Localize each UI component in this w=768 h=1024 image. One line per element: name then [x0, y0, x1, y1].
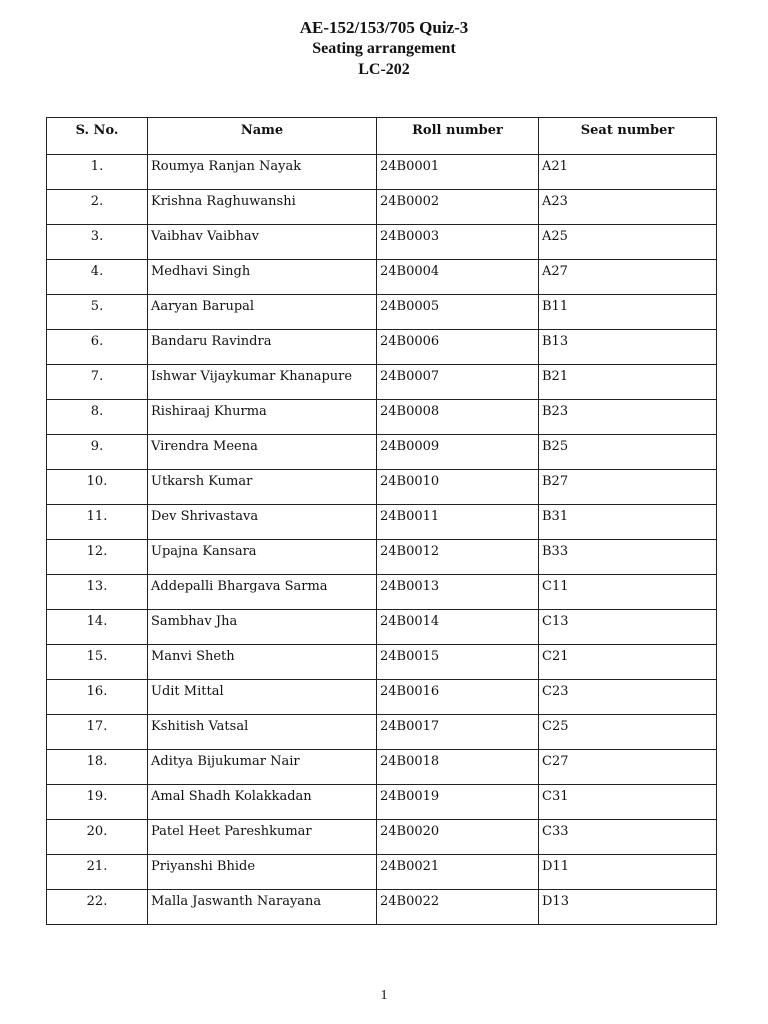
column-header-seat: Seat number — [539, 118, 717, 155]
cell-serial-number: 12. — [47, 540, 148, 575]
cell-serial-number: 21. — [47, 855, 148, 890]
cell-serial-number: 11. — [47, 505, 148, 540]
document-subtitle: Seating arrangement — [312, 40, 456, 57]
cell-serial-number: 15. — [47, 645, 148, 680]
cell-seat-number: B31 — [539, 505, 717, 540]
document-header — [0, 17, 768, 80]
table-row — [47, 470, 717, 505]
cell-student-name: Utkarsh Kumar — [148, 470, 377, 505]
cell-student-name: Ishwar Vijaykumar Khanapure — [148, 365, 377, 400]
cell-seat-number: B23 — [539, 400, 717, 435]
cell-student-name: Virendra Meena — [148, 435, 377, 470]
table-row — [47, 295, 717, 330]
table-row — [47, 365, 717, 400]
cell-roll-number: 24B0017 — [377, 715, 539, 750]
table-row — [47, 680, 717, 715]
cell-roll-number: 24B0014 — [377, 610, 539, 645]
cell-student-name: Patel Heet Pareshkumar — [148, 820, 377, 855]
cell-roll-number: 24B0021 — [377, 855, 539, 890]
cell-seat-number: B27 — [539, 470, 717, 505]
cell-student-name: Rishiraaj Khurma — [148, 400, 377, 435]
cell-seat-number: B33 — [539, 540, 717, 575]
cell-roll-number: 24B0015 — [377, 645, 539, 680]
cell-seat-number: B25 — [539, 435, 717, 470]
table-body — [47, 155, 717, 925]
cell-seat-number: C23 — [539, 680, 717, 715]
cell-student-name: Manvi Sheth — [148, 645, 377, 680]
cell-roll-number: 24B0001 — [377, 155, 539, 190]
cell-seat-number: C31 — [539, 785, 717, 820]
cell-roll-number: 24B0016 — [377, 680, 539, 715]
room-label: LC-202 — [358, 61, 410, 78]
table-row — [47, 190, 717, 225]
quiz-title: AE-152/153/705 Quiz-3 — [299, 18, 469, 37]
cell-roll-number: 24B0004 — [377, 260, 539, 295]
cell-student-name: Bandaru Ravindra — [148, 330, 377, 365]
cell-seat-number: A27 — [539, 260, 717, 295]
table-row — [47, 610, 717, 645]
cell-seat-number: C21 — [539, 645, 717, 680]
cell-serial-number: 10. — [47, 470, 148, 505]
cell-roll-number: 24B0019 — [377, 785, 539, 820]
cell-roll-number: 24B0020 — [377, 820, 539, 855]
cell-roll-number: 24B0008 — [377, 400, 539, 435]
cell-student-name: Addepalli Bhargava Sarma — [148, 575, 377, 610]
cell-student-name: Krishna Raghuwanshi — [148, 190, 377, 225]
table-row — [47, 750, 717, 785]
cell-roll-number: 24B0011 — [377, 505, 539, 540]
page-number: 1 — [380, 988, 388, 1003]
cell-roll-number: 24B0018 — [377, 750, 539, 785]
cell-roll-number: 24B0002 — [377, 190, 539, 225]
cell-roll-number: 24B0006 — [377, 330, 539, 365]
cell-student-name: Udit Mittal — [148, 680, 377, 715]
column-header-name: Name — [148, 118, 377, 155]
cell-seat-number: A25 — [539, 225, 717, 260]
table-row — [47, 890, 717, 925]
cell-seat-number: C13 — [539, 610, 717, 645]
cell-serial-number: 19. — [47, 785, 148, 820]
cell-student-name: Kshitish Vatsal — [148, 715, 377, 750]
cell-seat-number: C27 — [539, 750, 717, 785]
cell-roll-number: 24B0009 — [377, 435, 539, 470]
table-row — [47, 575, 717, 610]
cell-roll-number: 24B0012 — [377, 540, 539, 575]
cell-serial-number: 22. — [47, 890, 148, 925]
cell-student-name: Roumya Ranjan Nayak — [148, 155, 377, 190]
cell-seat-number: A21 — [539, 155, 717, 190]
table-header-row — [47, 118, 717, 155]
cell-student-name: Upajna Kansara — [148, 540, 377, 575]
cell-serial-number: 6. — [47, 330, 148, 365]
cell-serial-number: 20. — [47, 820, 148, 855]
cell-student-name: Vaibhav Vaibhav — [148, 225, 377, 260]
cell-roll-number: 24B0005 — [377, 295, 539, 330]
cell-serial-number: 7. — [47, 365, 148, 400]
column-header-sno: S. No. — [47, 118, 148, 155]
cell-seat-number: C11 — [539, 575, 717, 610]
cell-seat-number: C33 — [539, 820, 717, 855]
cell-serial-number: 14. — [47, 610, 148, 645]
cell-seat-number: D11 — [539, 855, 717, 890]
cell-roll-number: 24B0010 — [377, 470, 539, 505]
table-row — [47, 260, 717, 295]
cell-serial-number: 18. — [47, 750, 148, 785]
cell-student-name: Medhavi Singh — [148, 260, 377, 295]
cell-serial-number: 17. — [47, 715, 148, 750]
cell-seat-number: C25 — [539, 715, 717, 750]
table-row — [47, 505, 717, 540]
cell-seat-number: A23 — [539, 190, 717, 225]
cell-student-name: Aaryan Barupal — [148, 295, 377, 330]
table-row — [47, 540, 717, 575]
cell-roll-number: 24B0013 — [377, 575, 539, 610]
table-row — [47, 330, 717, 365]
cell-student-name: Dev Shrivastava — [148, 505, 377, 540]
table-row — [47, 400, 717, 435]
cell-serial-number: 13. — [47, 575, 148, 610]
table-row — [47, 225, 717, 260]
table-row — [47, 435, 717, 470]
cell-seat-number: B21 — [539, 365, 717, 400]
column-header-roll: Roll number — [377, 118, 539, 155]
cell-serial-number: 5. — [47, 295, 148, 330]
cell-seat-number: D13 — [539, 890, 717, 925]
table-row — [47, 715, 717, 750]
cell-serial-number: 4. — [47, 260, 148, 295]
cell-seat-number: B13 — [539, 330, 717, 365]
cell-serial-number: 16. — [47, 680, 148, 715]
cell-seat-number: B11 — [539, 295, 717, 330]
cell-roll-number: 24B0022 — [377, 890, 539, 925]
table-row — [47, 855, 717, 890]
table-row — [47, 645, 717, 680]
cell-serial-number: 1. — [47, 155, 148, 190]
table-row — [47, 785, 717, 820]
cell-serial-number: 8. — [47, 400, 148, 435]
cell-roll-number: 24B0003 — [377, 225, 539, 260]
cell-student-name: Priyanshi Bhide — [148, 855, 377, 890]
cell-student-name: Malla Jaswanth Narayana — [148, 890, 377, 925]
cell-serial-number: 2. — [47, 190, 148, 225]
cell-serial-number: 9. — [47, 435, 148, 470]
cell-student-name: Sambhav Jha — [148, 610, 377, 645]
cell-roll-number: 24B0007 — [377, 365, 539, 400]
seating-table — [46, 117, 717, 925]
cell-serial-number: 3. — [47, 225, 148, 260]
table-row — [47, 155, 717, 190]
cell-student-name: Amal Shadh Kolakkadan — [148, 785, 377, 820]
table-row — [47, 820, 717, 855]
cell-student-name: Aditya Bijukumar Nair — [148, 750, 377, 785]
